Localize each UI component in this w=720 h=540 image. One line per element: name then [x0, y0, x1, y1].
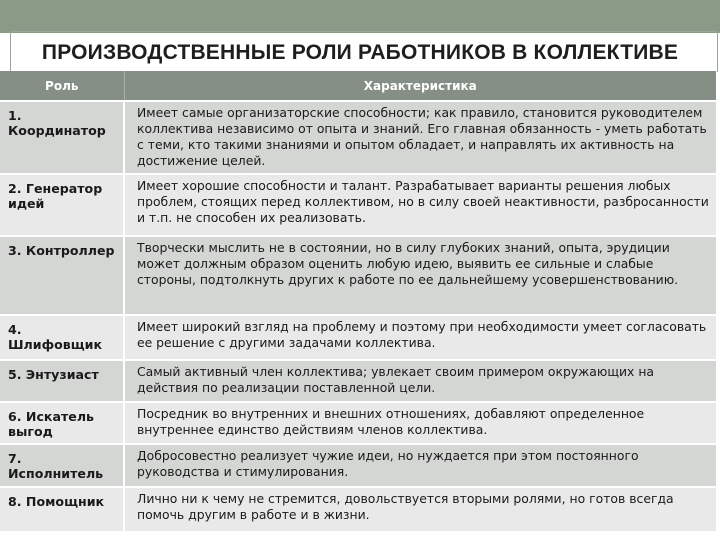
roles-table-container — [0, 71, 720, 540]
column-header-role: Роль — [0, 71, 124, 101]
table-row — [0, 174, 716, 236]
role-cell: 8. Помощник — [0, 487, 124, 531]
role-cell: 6. Искатель выгод — [0, 402, 124, 444]
description-cell: Самый активный член коллектива; увлекает своим примером окружающих на действия по реализации поставленной цели. — [124, 360, 716, 402]
table-row — [0, 444, 716, 487]
table-row — [0, 487, 716, 531]
table-row — [0, 101, 716, 174]
column-header-characteristic: Характеристика — [124, 71, 716, 101]
role-cell: 3. Контроллер — [0, 236, 124, 315]
description-cell: Творчески мыслить не в состоянии, но в силу глубоких знаний, опыта, эрудиции может должным образом оценить любую идею, выявить ее сильные и слабые стороны, подтолкнуть других к работе по ее дальнейшему усовершенствованию. — [124, 236, 716, 315]
description-cell: Имеет широкий взгляд на проблему и поэтому при необходимости умеет согласовать ее решение с другими задачами коллектива. — [124, 315, 716, 360]
page-title: ПРОИЗВОДСТВЕННЫЕ РОЛИ РАБОТНИКОВ В КОЛЛЕКТИВЕ — [41, 41, 679, 64]
description-cell: Добросовестно реализует чужие идеи, но нуждается при этом постоянного руководства и стимулирования. — [124, 444, 716, 487]
description-cell: Имеет хорошие способности и талант. Разрабатывает варианты решения любых проблем, стоящих перед коллективом, но в силу своей неактивности, разбросанности и т.п. не способен их реализовать. — [124, 174, 716, 236]
role-cell: 2. Генератор идей — [0, 174, 124, 236]
role-cell: 1. Координатор — [0, 101, 124, 174]
table-row — [0, 315, 716, 360]
table-row — [0, 360, 716, 402]
table-header-row — [0, 71, 716, 101]
top-decorative-bar — [0, 0, 720, 33]
roles-table — [0, 71, 716, 531]
description-cell: Лично ни к чему не стремится, довольствуется вторыми ролями, но готов всегда помочь другим в работе и в жизни. — [124, 487, 716, 531]
role-cell: 5. Энтузиаст — [0, 360, 124, 402]
table-row — [0, 402, 716, 444]
table-row — [0, 236, 716, 315]
description-cell: Посредник во внутренних и внешних отношениях, добавляют определенное внутреннее единство действиям членов коллектива. — [124, 402, 716, 444]
description-cell: Имеет самые организаторские способности; как правило, становится руководителем коллектива независимо от опыта и знаний. Его главная обязанность - уметь работать с теми, кто такими знаниями и опытом обладает, и направлять их активность на достижение целей. — [124, 101, 716, 174]
role-cell: 7. Исполнитель — [0, 444, 124, 487]
role-cell: 4. Шлифовщик — [0, 315, 124, 360]
